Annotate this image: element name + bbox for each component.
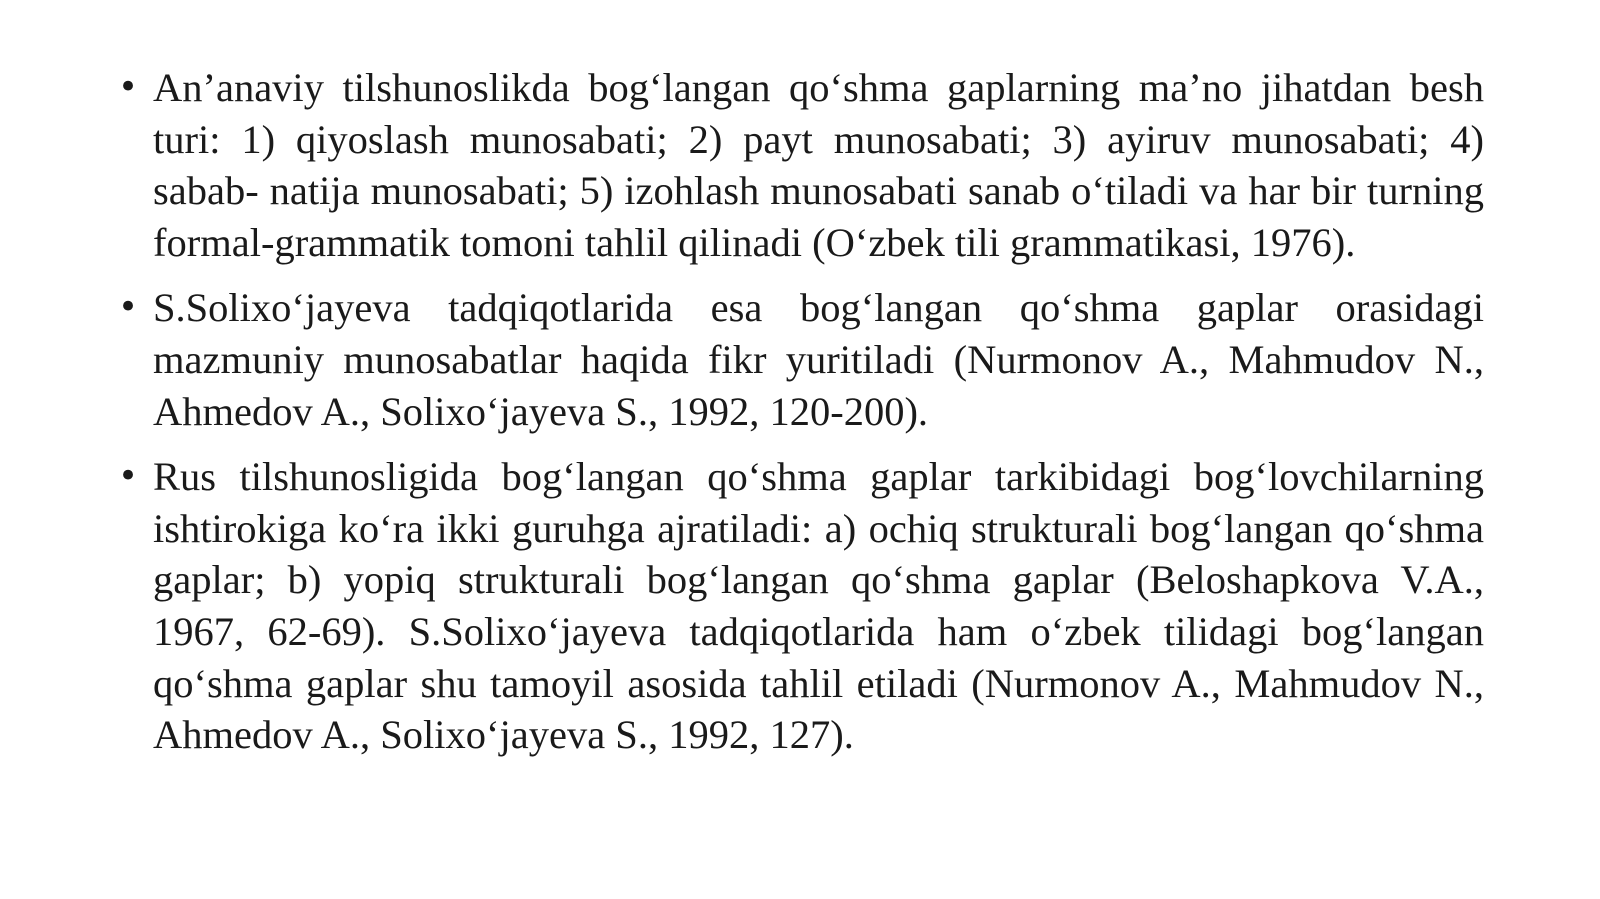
bullet-icon: • <box>118 287 139 328</box>
bullet-list <box>116 62 1484 775</box>
bullet-text-1: An’anaviy tilshunoslikda bog‘langan qo‘shma gaplarning ma’no jihatdan besh turi: 1) qiyoslash munosabati; 2) payt munosabati; 3) ayiruv munosabati; 4) sabab- natija munosabati; 5) izohlash munosabati sanab o‘tiladi va har bir turning formal-grammatik tomoni tahlil qilinadi (O‘zbek tili grammatikasi, 1976). <box>153 65 1484 265</box>
bullet-item-1 <box>116 62 1484 268</box>
bullet-icon: • <box>118 67 139 107</box>
bullet-item-3 <box>116 451 1484 761</box>
bullet-icon: • <box>118 456 139 497</box>
bullet-item-2 <box>116 282 1484 437</box>
bullet-text-2: S.Solixo‘jayeva tadqiqotlarida esa bog‘langan qo‘shma gaplar orasidagi mazmuniy munosabatlar haqida fikr yuritiladi (Nurmonov A., Mahmudov N., Ahmedov A., Solixo‘jayeva S., 1992, 120-200). <box>153 285 1484 434</box>
bullet-text-3: Rus tilshunosligida bog‘langan qo‘shma gaplar tarkibidagi bog‘lovchilarning ishtirokiga ko‘ra ikki guruhga ajratiladi: a) ochiq strukturali bog‘langan qo‘shma gaplar; b) yopiq strukturali bog‘langan qo‘shma gaplar (Beloshapkova V.A., 1967, 62-69). S.Solixo‘jayeva tadqiqotlarida ham o‘zbek tilidagi bog‘langan qo‘shma gaplar shu tamoyil asosida tahlil etiladi (Nurmonov A., Mahmudov N., Ahmedov A., Solixo‘jayeva S., 1992, 127). <box>153 454 1484 758</box>
